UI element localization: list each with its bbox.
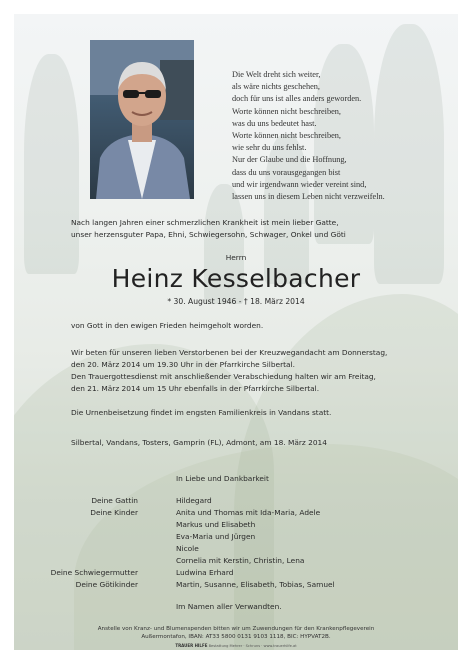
logo-brand: TRAUER HILFE	[175, 643, 208, 648]
poem-line: und wir irgendwann wieder vereint sind,	[232, 179, 367, 189]
services-text	[71, 347, 387, 395]
poem-line: doch für uns ist alles anders geworden.	[232, 94, 362, 104]
poem-line: Worte können nicht beschreiben,	[232, 131, 341, 141]
donation-line: Außermontafon, IBAN: AT33 5800 0131 9103 1118, BIC: HYPVAT2B.	[141, 634, 331, 640]
intro-line: Nach langen Jahren einer schmerzlichen Krankheit ist mein lieber Gatte,	[71, 218, 339, 227]
family-label: Deine Schwiegermutter	[50, 568, 138, 577]
poem-line: lassen uns in diesem Leben nicht verzweifeln.	[232, 192, 385, 202]
passed-text: von Gott in den ewigen Frieden heimgeholt worden.	[71, 321, 264, 330]
logo-tagline: Bestattung Mehrer · Schruns · www.trauerhilfe.at	[208, 644, 297, 648]
family-label: Deine Kinder	[90, 508, 138, 517]
deceased-name: Heinz Kesselbacher	[111, 264, 361, 293]
obituary-card	[14, 14, 458, 650]
family-member: Anita und Thomas mit Ida-Maria, Adele	[176, 508, 321, 517]
poem-line: Worte können nicht beschreiben,	[232, 106, 341, 116]
portrait-illustration	[90, 40, 194, 199]
intro-text	[71, 217, 346, 241]
family-label: Deine Gattin	[91, 496, 138, 505]
poem-line: was du uns bedeutet hast.	[232, 118, 317, 128]
intro-line: unser herzensguter Papa, Ehni, Schwiegersohn, Schwager, Onkel und Göti	[71, 230, 346, 239]
poem-line: Die Welt dreht sich weiter,	[232, 70, 321, 79]
family-label: Deine Götikinder	[75, 580, 138, 589]
poem	[232, 69, 385, 203]
services-line: den 21. März 2014 um 15 Uhr ebenfalls in der Pfarrkirche Silbertal.	[71, 384, 320, 393]
love-line: In Liebe und Dankbarkeit	[176, 474, 269, 483]
portrait-photo	[90, 40, 194, 199]
services-line: Den Trauergottesdienst mit anschließender Verabschiedung halten wir am Freitag,	[71, 372, 376, 381]
family-member: Ludwina Erhard	[176, 568, 234, 577]
funeral-home-logo	[14, 643, 458, 648]
family-member: Nicole	[176, 544, 199, 553]
poem-line: Nur der Glaube und die Hoffnung,	[232, 155, 347, 165]
donation-line: Anstelle von Kranz- und Blumenspenden bitten wir um Zuwendungen für den Krankenpflegeverein	[97, 626, 375, 632]
place-date: Silbertal, Vandans, Tosters, Gamprin (FL), Admont, am 18. März 2014	[71, 438, 327, 447]
family-member: Markus und Elisabeth	[176, 520, 256, 529]
poem-line: wie sehr du uns fehlst.	[232, 143, 307, 153]
poem-line: als wäre nichts geschehen,	[232, 82, 321, 92]
family-member: Eva-Maria und Jürgen	[176, 532, 256, 541]
family-member: Cornelia mit Kerstin, Christin, Lena	[176, 556, 305, 565]
services-line: den 20. März 2014 um 19.30 Uhr in der Pfarrkirche Silbertal.	[71, 360, 295, 369]
title-word: Herrn	[225, 253, 247, 262]
services-line: Wir beten für unseren lieben Verstorbenen bei der Kreuzwegandacht am Donnerstag,	[71, 348, 388, 357]
all-relatives-line: Im Namen aller Verwandten.	[176, 602, 282, 611]
urn-text: Die Urnenbeisetzung findet im engsten Familienkreis in Vandans statt.	[71, 408, 332, 417]
family-member: Martin, Susanne, Elisabeth, Tobias, Samuel	[176, 580, 335, 589]
poem-line: dass du uns vorausgegangen bist	[232, 167, 341, 177]
family-member: Hildegard	[176, 496, 212, 505]
life-dates: * 30. August 1946 - † 18. März 2014	[167, 297, 305, 306]
donation-note	[14, 625, 458, 641]
